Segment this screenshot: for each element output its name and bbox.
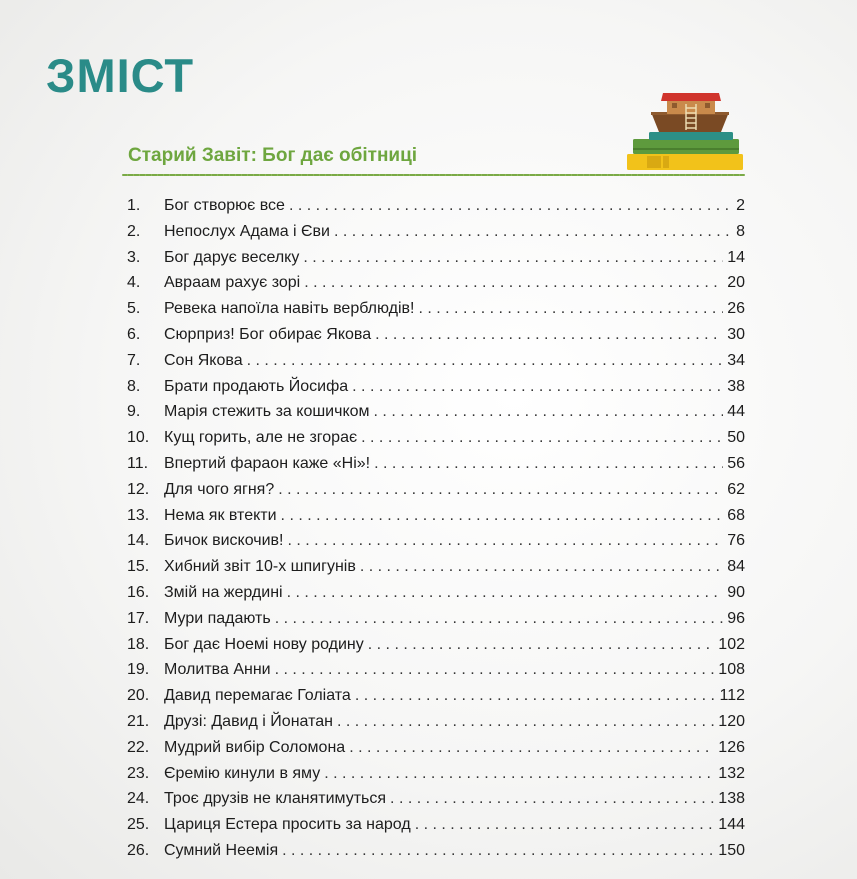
section-divider	[122, 174, 745, 176]
toc-entry-title: Непослух Адама і Єви	[164, 222, 330, 240]
toc-entry-number: 9.	[127, 403, 141, 421]
toc-dot-leader	[418, 296, 723, 322]
toc-dot-leader	[247, 348, 724, 374]
toc-entry-page: 38	[727, 377, 745, 395]
toc-entry-page: 76	[727, 532, 745, 550]
toc-entry-number: 4.	[127, 274, 141, 292]
toc-entry-number: 13.	[127, 506, 150, 524]
toc-dot-leader	[324, 761, 714, 787]
page-title: ЗМІСТ	[46, 49, 195, 102]
toc-dot-leader	[361, 425, 723, 451]
toc-entry-number: 25.	[127, 816, 150, 834]
toc-entry-title: Мудрий вибір Соломона	[164, 738, 346, 756]
toc-entry[interactable]	[127, 348, 745, 374]
toc-entry-title: Сюрприз! Бог обирає Якова	[164, 325, 372, 343]
table-of-contents	[127, 193, 745, 864]
toc-entry-number: 12.	[127, 480, 150, 498]
ark-roof	[661, 93, 721, 101]
toc-dot-leader	[415, 812, 715, 838]
noahs-ark-on-books-icon	[625, 90, 745, 172]
toc-entry-page: 84	[727, 558, 745, 576]
toc-entry-title: Троє друзів не кланятимуться	[164, 790, 387, 808]
toc-entry-page: 20	[727, 274, 745, 292]
book-top	[649, 132, 733, 140]
toc-entry-number: 20.	[127, 687, 150, 705]
toc-entry-title: Впертий фараон каже «Ні»!	[164, 454, 371, 472]
toc-entry-title: Сумний Неемія	[164, 841, 279, 859]
toc-entry-number: 24.	[127, 790, 150, 808]
toc-entry[interactable]	[127, 580, 745, 606]
toc-dot-leader	[288, 528, 724, 554]
toc-dot-leader	[282, 838, 714, 864]
toc-dot-leader	[374, 451, 723, 477]
toc-entry-number: 14.	[127, 532, 150, 550]
toc-entry-page: 102	[718, 635, 745, 653]
toc-entry-number: 6.	[127, 325, 141, 343]
toc-entry-page: 112	[719, 687, 745, 705]
toc-entry-page: 144	[718, 816, 745, 834]
toc-entry[interactable]	[127, 477, 745, 503]
toc-entry[interactable]	[127, 812, 745, 838]
toc-dot-leader	[281, 503, 724, 529]
toc-entry-page: 90	[727, 583, 745, 601]
toc-dot-leader	[303, 245, 723, 271]
toc-entry[interactable]	[127, 683, 745, 709]
toc-dot-leader	[375, 322, 723, 348]
toc-entry-page: 62	[727, 480, 745, 498]
toc-dot-leader	[368, 632, 715, 658]
toc-entry-number: 1.	[127, 197, 141, 214]
toc-dot-leader	[304, 270, 723, 296]
toc-entry-page: 120	[718, 712, 745, 730]
toc-entry-number: 11.	[127, 454, 149, 472]
toc-entry-number: 15.	[127, 558, 150, 576]
toc-dot-leader	[289, 193, 732, 219]
toc-entry-page: 50	[727, 429, 745, 447]
toc-entry[interactable]	[127, 632, 745, 658]
toc-entry-page: 8	[736, 222, 745, 240]
toc-dot-leader	[275, 657, 715, 683]
toc-entry-number: 17.	[127, 609, 150, 627]
toc-entry-page: 138	[718, 790, 745, 808]
toc-entry[interactable]	[127, 245, 745, 271]
toc-entry[interactable]	[127, 425, 745, 451]
toc-entry[interactable]	[127, 503, 745, 529]
toc-entry[interactable]	[127, 761, 745, 787]
toc-entry-title: Змій на жердині	[164, 583, 283, 601]
toc-entry[interactable]	[127, 451, 745, 477]
toc-entry-page: 108	[718, 661, 745, 679]
toc-entry-number: 26.	[127, 841, 150, 859]
toc-dot-leader	[278, 477, 723, 503]
toc-entry-number: 22.	[127, 738, 150, 756]
toc-entry[interactable]	[127, 296, 745, 322]
toc-entry-title: Сон Якова	[164, 351, 243, 369]
toc-entry[interactable]	[127, 322, 745, 348]
toc-entry-title: Єремію кинули в яму	[164, 764, 321, 782]
toc-entry-number: 3.	[127, 248, 141, 266]
toc-entry-page: 2	[736, 197, 745, 214]
toc-entry[interactable]	[127, 270, 745, 296]
toc-entry-page: 26	[727, 300, 745, 318]
toc-entry-number: 10.	[127, 429, 150, 447]
toc-entry[interactable]	[127, 554, 745, 580]
toc-dot-leader	[337, 709, 714, 735]
toc-entry-title: Хибний звіт 10-х шпигунів	[164, 558, 356, 576]
toc-entry-title: Ревека напоїла навіть верблюдів!	[164, 300, 415, 318]
toc-dot-leader	[390, 786, 714, 812]
toc-entry-title: Давид перемагає Голіата	[164, 687, 351, 705]
toc-entry-title: Брати продають Йосифа	[164, 377, 349, 395]
toc-entry-number: 2.	[127, 222, 141, 240]
toc-entry-title: Бог створює все	[164, 197, 285, 214]
toc-entry-number: 19.	[127, 661, 150, 679]
toc-entry[interactable]	[127, 786, 745, 812]
toc-entry-page: 132	[718, 764, 745, 782]
toc-dot-leader	[355, 683, 716, 709]
toc-entry-page: 56	[727, 454, 745, 472]
toc-dot-leader	[374, 399, 724, 425]
toc-entry[interactable]	[127, 193, 745, 219]
toc-entry-page: 150	[718, 841, 745, 859]
toc-entry-title: Бичок вискочив!	[164, 532, 284, 550]
book-middle	[633, 139, 739, 154]
toc-dot-leader	[287, 580, 724, 606]
toc-entry-page: 68	[727, 506, 745, 524]
toc-entry-number: 23.	[127, 764, 150, 782]
section-heading: Старий Завіт: Бог дає обітниці	[128, 145, 418, 166]
toc-entry-title: Цариця Естера просить за народ	[164, 816, 411, 834]
toc-entry-page: 44	[727, 403, 745, 421]
toc-entry-title: Бог дарує веселку	[164, 248, 300, 266]
toc-entry-page: 126	[718, 738, 745, 756]
toc-entry-page: 30	[727, 325, 745, 343]
toc-entry-page: 96	[727, 609, 745, 627]
toc-dot-leader	[360, 554, 723, 580]
toc-entry-title: Бог дає Ноемі нову родину	[164, 635, 364, 653]
toc-entry[interactable]	[127, 399, 745, 425]
toc-dot-leader	[352, 374, 723, 400]
toc-entry-title: Молитва Анни	[164, 661, 271, 679]
toc-entry-page: 14	[727, 248, 745, 266]
toc-entry-title: Марія стежить за кошичком	[164, 403, 370, 421]
toc-dot-leader	[275, 606, 723, 632]
toc-dot-leader	[334, 219, 732, 245]
toc-entry[interactable]	[127, 709, 745, 735]
toc-entry[interactable]	[127, 528, 745, 554]
toc-entry-page: 34	[727, 351, 745, 369]
toc-entry-number: 8.	[127, 377, 141, 395]
toc-entry[interactable]	[127, 735, 745, 761]
toc-entry[interactable]	[127, 374, 745, 400]
toc-entry-number: 21.	[127, 712, 150, 730]
toc-entry-number: 18.	[127, 635, 150, 653]
toc-entry[interactable]	[127, 606, 745, 632]
toc-entry-title: Мури падають	[164, 609, 271, 627]
toc-entry-title: Для чого ягня?	[164, 480, 275, 498]
toc-entry[interactable]	[127, 657, 745, 683]
toc-dot-leader	[349, 735, 714, 761]
toc-entry-number: 16.	[127, 583, 150, 601]
toc-entry[interactable]	[127, 838, 745, 864]
toc-entry-number: 5.	[127, 300, 141, 318]
toc-entry[interactable]	[127, 219, 745, 245]
toc-entry-title: Кущ горить, але не згорає	[164, 429, 358, 447]
toc-entry-title: Нема як втекти	[164, 506, 277, 524]
toc-entry-title: Авраам рахує зорі	[164, 274, 301, 292]
toc-entry-number: 7.	[127, 351, 141, 369]
toc-entry-title: Друзі: Давид і Йонатан	[164, 712, 333, 730]
book-bottom	[627, 154, 743, 170]
